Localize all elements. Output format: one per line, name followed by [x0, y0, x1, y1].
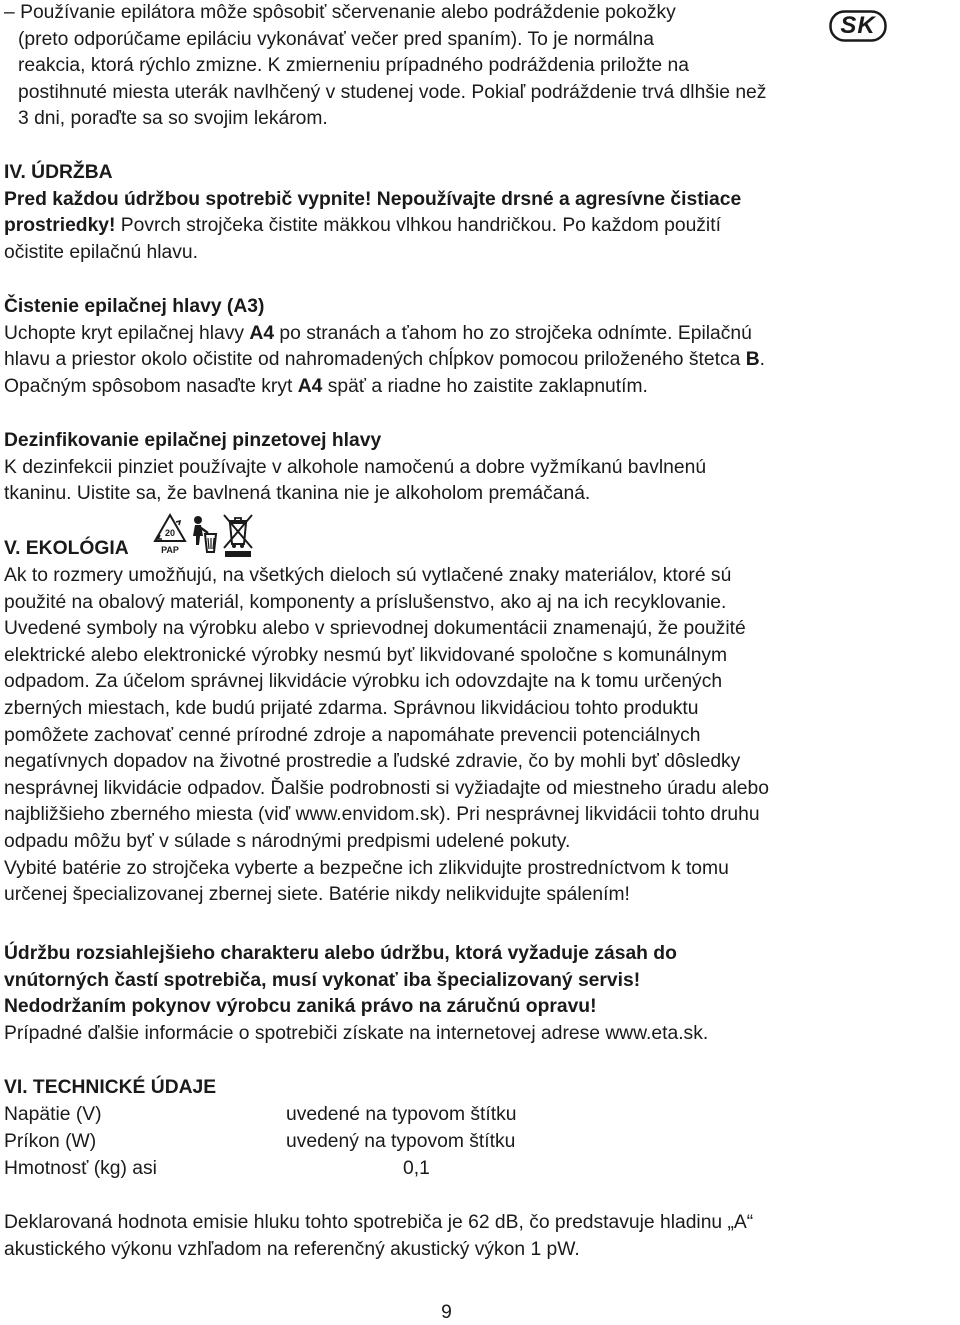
- disinfection-heading: Dezinfikovanie epilačnej pinzetovej hlavy: [4, 430, 382, 451]
- maintenance-text: očistite epilačnú hlavu.: [4, 241, 198, 263]
- cleaning-heading-suffix: ): [257, 296, 265, 317]
- intro-line: (preto odporúčame epiláciu vykonávať večer pred spaním). To je normálna: [18, 28, 654, 50]
- recycle-code: PAP: [161, 545, 179, 555]
- intro-line: postihnuté miesta uterák navlhčený v studenej vode. Pokiaľ podráždenie trvá dlhšie než: [18, 81, 767, 103]
- maintenance-text: Povrch strojčeka čistite mäkkou vlhkou handričkou. Po každom použití: [115, 215, 721, 237]
- service-warning: Údržbu rozsiahlejšieho charakteru alebo údržbu, ktorá vyžaduje zásah do: [4, 943, 677, 964]
- ecology-paragraph: [4, 563, 874, 909]
- maintenance-warning-end: prostriedky!: [4, 215, 116, 237]
- tech-value: uvedené na typovom štítku: [286, 1104, 517, 1125]
- maintenance-line: [4, 213, 874, 240]
- disinfection-line: K dezinfekcii pinziet používajte v alkohole namočenú a dobre vyžmíkanú bavlnenú: [4, 456, 707, 478]
- ecology-line: elektrické alebo elektronické výrobky nesmú byť likvidované spoločne s komunálnym: [4, 644, 728, 666]
- section-heading: IV. ÚDRŽBA: [4, 162, 113, 183]
- tech-value: 0,1: [403, 1158, 430, 1179]
- tech-value: uvedený na typovom štítku: [286, 1131, 516, 1152]
- cleaning-heading: [4, 294, 874, 321]
- ecology-line: Ak to rozmery umožňujú, na všetkých dieloch sú vytlačené znaky materiálov, ktoré sú: [4, 565, 732, 586]
- intro-line: reakcia, ktorá rýchlo zmizne. K zmierneniu prípadného podráždenia priložte na: [18, 55, 689, 77]
- ecology-line: negatívnych dopadov na životné prostredie a ľudské zdravie, čo by mohli byť dôsledky: [4, 751, 741, 773]
- ecology-line: použité na obalový materiál, komponenty a príslušenstvo, ako aj na ich recyklovanie.: [4, 591, 727, 613]
- cleaning-text: po stranách a ťahom ho zo strojčeka odnímte. Epilačnú: [274, 322, 752, 344]
- ecology-line: odpadu môžu byť v súlade s národnými predpismi udelené pokuty.: [4, 830, 571, 852]
- ecology-line: odpadom. Za účelom správnej likvidácie výrobku ich odovzdajte na k tomu určených: [4, 671, 723, 693]
- service-warning: Nedodržaním pokynov výrobcu zaniká právo na záručnú opravu!: [4, 996, 597, 1018]
- noise-line: akustického výkonu vzhľadom na referenčný akustický výkon 1 pW.: [4, 1238, 580, 1260]
- noise-line: Deklarovaná hodnota emisie hluku tohto spotrebiča je 62 dB, čo predstavuje hladinu „A“: [4, 1212, 754, 1233]
- intro-line: 3 dni, poraďte sa so svojim lekárom.: [18, 108, 328, 130]
- service-warning: vnútorných častí spotrebiča, musí vykonať iba špecializovaný servis!: [4, 969, 641, 991]
- intro-paragraph: [4, 0, 874, 133]
- disinfection-section: [4, 428, 874, 508]
- recycle-triangle-icon: [152, 512, 188, 556]
- cleaning-line: [4, 321, 874, 348]
- service-info: Prípadné ďalšie informácie o spotrebiči získate na internetovej adrese www.eta.sk.: [4, 1022, 709, 1044]
- cleaning-text: späť a riadne ho zaistite zaklapnutím.: [322, 375, 648, 397]
- cleaning-heading-text: Čistenie epilačnej hlavy (: [4, 296, 234, 317]
- language-badge: SK: [840, 12, 876, 39]
- intro-line: – Používanie epilátora môže spôsobiť sčervenanie alebo podráždenie pokožky: [4, 2, 676, 23]
- page-number: 9: [441, 1302, 452, 1323]
- cleaning-line: [4, 374, 874, 401]
- part-reference: B: [745, 349, 760, 371]
- ecology-line: nesprávnej likvidácie odpadov. Ďalšie podrobnosti si vyžiadajte od miestneho úradu alebo: [4, 777, 769, 799]
- tech-label: Príkon (W): [4, 1131, 97, 1152]
- ecology-line: zberných miestach, kde budú prijaté zdarma. Správnou likvidáciou tohto produktu: [4, 697, 699, 719]
- ecology-line: Uvedené symboly na výrobku alebo v sprievodnej dokumentácii znamenajú, že použité: [4, 618, 746, 640]
- ecology-heading: V. EKOLÓGIA: [4, 538, 129, 559]
- cleaning-text: .: [759, 349, 765, 371]
- part-reference: A3: [233, 296, 258, 317]
- maintenance-warning: Pred každou údržbou spotrebič vypnite! Nepoužívajte drsné a agresívne čistiace: [4, 188, 742, 210]
- tidyman-icon: [186, 512, 220, 556]
- cleaning-text: Uchopte kryt epilačnej hlavy: [4, 322, 250, 344]
- cleaning-line: [4, 347, 874, 374]
- noise-paragraph: [4, 1210, 874, 1263]
- ecology-line: určenej špecializovanej zbernej siete. Batérie nikdy nelikvidujte spálením!: [4, 884, 630, 906]
- part-reference: A4: [249, 322, 275, 344]
- maintenance-section: [4, 160, 874, 266]
- disinfection-line: tkaninu. Uistite sa, že bavlnená tkanina nie je alkoholom premáčaná.: [4, 483, 591, 505]
- crossed-out-bin-icon: [220, 512, 256, 558]
- tech-label: Hmotnosť (kg) asi: [4, 1158, 157, 1179]
- ecology-line: najbližšieho zberného miesta (viď www.envidom.sk). Pri nesprávnej likvidácii tohto druhu: [4, 804, 760, 826]
- tech-heading: VI. TECHNICKÉ ÚDAJE: [4, 1077, 217, 1098]
- part-reference: A4: [297, 375, 323, 397]
- ecology-line: Vybité batérie zo strojčeka vyberte a bezpečne ich zlikvidujte prostredníctvom k tomu: [4, 857, 729, 879]
- service-section: [4, 941, 874, 1047]
- recycle-number: 20: [164, 528, 176, 538]
- cleaning-text: hlavu a priestor okolo očistite od nahromadených chĺpkov pomocou priloženého štetca: [4, 349, 746, 371]
- cleaning-section: [4, 294, 874, 400]
- tech-label: Napätie (V): [4, 1104, 102, 1125]
- cleaning-text: Opačným spôsobom nasaďte kryt: [4, 375, 298, 397]
- ecology-line: pomôžete zachovať cenné prírodné zdroje a napomáhate prevencii potenciálnych: [4, 724, 701, 746]
